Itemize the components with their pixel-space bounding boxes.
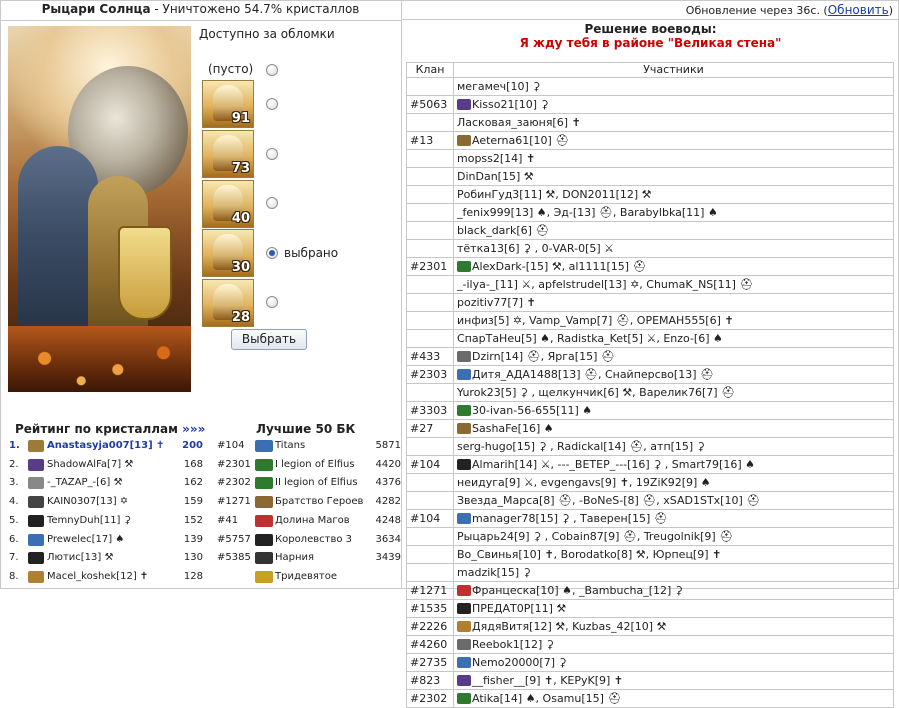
player-crystals: 159 [183,496,203,508]
participant-members[interactable] [454,438,894,456]
member-list[interactable]: DinDan[15] ⚒ [457,170,534,183]
player-crystals: 128 [183,570,203,582]
participant-members[interactable] [454,186,894,204]
unit-card-count: 28 [231,310,250,325]
member-list[interactable]: тётка13[6] ⚳ , 0-VAR-0[5] ⚔ [457,242,615,255]
player-avatar-icon [28,571,44,583]
participants-row [407,132,894,150]
participant-members[interactable] [454,78,894,96]
participant-members[interactable] [454,672,894,690]
clan-emblem-icon [457,603,471,614]
unit-card-2[interactable] [202,130,254,178]
player-avatar-icon [28,534,44,546]
clan-name[interactable]: Долина Магов [275,514,350,526]
rating-row [9,474,399,492]
choose-button[interactable]: Выбрать [231,329,307,350]
available-title: Доступно за обломки [199,27,335,41]
participant-clan[interactable]: #823 [407,672,454,690]
clan-crystals: 3439 [375,552,401,564]
member-list[interactable]: Рыцарь24[9] ⚳ , Cobain87[9] ⛑, Treugolnik[9] ⛑ [457,530,734,543]
crystal-rating-title [15,422,205,436]
member-list[interactable]: Nemo20000[7] ⚳ [472,656,567,669]
participant-clan [407,78,454,96]
participant-members[interactable] [454,312,894,330]
member-list[interactable]: Reebok1[12] ⚳ [472,638,554,651]
participant-clan[interactable]: #13 [407,132,454,150]
clan-emblem-icon [255,552,273,564]
participant-clan [407,330,454,348]
player-crystals: 139 [183,533,203,545]
clan-name[interactable]: Королевство 3 [275,533,352,545]
participant-clan[interactable]: #5063 [407,96,454,114]
clan-emblem-icon [255,534,273,546]
member-list[interactable]: РобинГуд3[11] ⚒, DON2011[12] ⚒ [457,188,652,201]
participants-row [407,672,894,690]
participants-row [407,258,894,276]
participants-row [407,312,894,330]
participant-clan [407,312,454,330]
rating-row [9,549,399,567]
clan-emblem-icon [457,675,471,686]
participant-clan [407,276,454,294]
participants-row [407,600,894,618]
participant-members[interactable] [454,132,894,150]
decision-text: Я жду тебя в районе "Великая стена" [519,36,782,50]
empty-option-label: (пусто) [208,62,254,76]
participants-row [407,114,894,132]
member-list[interactable]: AlexDark-[15] ⚒, al1111[15] ⛑ [472,260,647,273]
member-list[interactable]: __fisher__[9] ✝, KEPyK[9] ✝ [472,674,624,687]
selected-label: выбрано [284,246,339,260]
member-list[interactable]: ДядяВитя[12] ⚒, Kuzbas_42[10] ⚒ [472,620,667,633]
participant-members[interactable] [454,276,894,294]
page-title [0,0,401,21]
rating-rank: 7. [9,552,19,564]
unit-card-5[interactable] [202,279,254,327]
participant-members[interactable] [454,366,894,384]
participant-clan [407,294,454,312]
participant-members[interactable] [454,402,894,420]
unit-card-1[interactable] [202,80,254,128]
clan-id[interactable]: #104 [217,440,245,451]
faction-name: Рыцари Солнца [41,2,151,16]
participant-clan[interactable]: #2303 [407,366,454,384]
member-list[interactable]: pozitiv77[7] ✝ [457,296,536,309]
participant-clan [407,186,454,204]
member-list[interactable]: неидуга[9] ⚔, evgengavs[9] ✝, 19ZiK92[9] ♠ [457,476,711,489]
participant-clan[interactable]: #2226 [407,618,454,636]
faction-artwork [8,26,191,392]
member-list[interactable]: black_dark[6] ⛑ [457,224,550,237]
clan-crystals: 4282 [375,496,401,508]
rating-rank: 1. [9,440,20,451]
clan-name[interactable]: II legion of Elfius [275,477,358,489]
rating-rank: 8. [9,570,19,582]
participant-clan [407,240,454,258]
participant-members[interactable] [454,456,894,474]
player-name[interactable]: Macel_koshek[12] ✝ [47,570,149,582]
player-avatar-icon [28,552,44,564]
clan-emblem-icon [457,423,471,434]
member-list[interactable]: Францеска[10] ♠, _Bambucha_[12] ⚳ [472,584,683,597]
participant-clan [407,438,454,456]
member-list[interactable]: Kisso21[10] ⚳ [472,98,549,111]
member-list[interactable]: _fenix999[13] ♠, Эд-[13] ⛑, Barabylbka[11] ♠ [457,206,718,219]
clan-id[interactable]: #2301 [217,458,251,470]
participant-members[interactable] [454,528,894,546]
rating-rank: 2. [9,458,19,470]
participant-members[interactable] [454,204,894,222]
participant-clan [407,528,454,546]
participant-members[interactable] [454,690,894,708]
column-clan: Клан [407,63,454,78]
participant-members[interactable] [454,636,894,654]
clan-emblem-icon [457,99,471,110]
clan-name[interactable]: Нарния [275,552,315,564]
participant-clan[interactable]: #27 [407,420,454,438]
member-list[interactable]: _-ilya-_[11] ⚔, apfelstrudel[13] ✡, ChumaK_NS[11] ⛑ [457,278,754,291]
refresh-bar: Обновление через 36с. (Обновить) [402,0,899,20]
participants-row [407,78,894,96]
member-list[interactable]: serg-hugo[15] ⚳ , Radickal[14] ⛑, атп[15] ⚳ [457,440,705,453]
participant-clan [407,492,454,510]
participant-clan [407,114,454,132]
participants-row [407,690,894,708]
clan-id[interactable]: #1271 [217,496,251,508]
unit-card-4[interactable] [202,229,254,277]
participants-table [406,62,894,708]
player-crystals: 200 [182,440,203,451]
participant-members[interactable] [454,618,894,636]
player-crystals: 162 [183,477,203,489]
column-members: Участники [454,63,894,78]
clan-emblem-icon [457,585,471,596]
rating-rank: 6. [9,533,19,545]
autumn-leaves [8,336,191,392]
clan-crystals: 3634 [375,533,401,545]
participant-clan [407,474,454,492]
member-list[interactable]: Almarih[14] ⚔, ---_BETEP_---[16] ⚳ , Smart79[16] ♠ [472,458,755,471]
rating-more-link[interactable]: »»» [182,422,206,436]
clan-crystals: 4376 [375,477,401,489]
rating-row [9,437,399,455]
member-list[interactable]: SashaFe[16] ♠ [472,422,554,435]
best-clans-title: Лучшие 50 БК [256,422,356,436]
participant-members[interactable] [454,348,894,366]
participants-row [407,456,894,474]
clan-id[interactable]: #5385 [217,552,251,564]
player-avatar-icon [28,496,44,508]
participant-clan[interactable]: #2301 [407,258,454,276]
rating-row [9,493,399,511]
participant-members[interactable] [454,150,894,168]
player-crystals: 168 [183,458,203,470]
participants-row [407,492,894,510]
member-list[interactable]: Aeterna61[10] ⛑ [472,134,570,147]
member-list[interactable]: ПРЕДАТ0Р[11] ⚒ [472,602,567,615]
player-name[interactable]: Prewelec[17] ♠ [47,533,125,545]
member-list[interactable]: Yurok23[5] ⚳ , щелкунчик[6] ⚒, Варелик76[7] ⛑ [457,386,736,399]
participant-members[interactable] [454,582,894,600]
participants-row [407,222,894,240]
shield-figure [118,226,172,320]
player-avatar-icon [28,515,44,527]
participants-row [407,366,894,384]
column-divider [401,0,402,589]
participant-members[interactable] [454,510,894,528]
radio-unit-3[interactable] [266,197,278,209]
clan-emblem-icon [457,459,471,470]
clan-emblem-icon [457,351,471,362]
clan-emblem-icon [255,515,273,527]
player-crystals: 152 [183,514,203,526]
member-list[interactable]: Дитя_АДА1488[13] ⛑, Снайперсво[13] ⛑ [472,368,714,381]
unit-card-count: 73 [231,161,250,176]
clan-name[interactable]: Тридевятое [275,570,338,582]
participant-members[interactable] [454,564,894,582]
unit-card-count: 40 [231,211,250,226]
participant-clan [407,564,454,582]
player-name[interactable]: ShadowAlFa[7] ⚒ [47,458,134,470]
clan-emblem-icon [457,657,471,668]
participants-row [407,168,894,186]
participant-members[interactable] [454,384,894,402]
participant-clan [407,222,454,240]
participants-row [407,618,894,636]
radio-unit-5[interactable] [266,296,278,308]
participant-clan[interactable]: #104 [407,510,454,528]
member-list[interactable]: mopss2[14] ✝ [457,152,536,165]
player-avatar-icon [28,440,44,452]
participants-row [407,186,894,204]
participant-clan[interactable]: #4260 [407,636,454,654]
clan-emblem-icon [457,513,471,524]
participant-members[interactable] [454,294,894,312]
clan-name[interactable]: Titans [275,440,306,451]
participant-members[interactable] [454,474,894,492]
unit-card-count: 30 [231,260,250,275]
participants-row [407,528,894,546]
player-name[interactable]: Лютис[13] ⚒ [47,552,114,564]
participant-clan [407,384,454,402]
radio-unit-4[interactable] [266,247,278,259]
clan-emblem-icon [457,693,471,704]
clan-name[interactable]: Братство Героев [275,496,364,508]
radio-unit-2[interactable] [266,148,278,160]
rating-rank: 3. [9,477,19,489]
member-list[interactable]: Atika[14] ♠, Osamu[15] ⛑ [472,692,622,705]
participants-row [407,150,894,168]
radio-unit-1[interactable] [266,98,278,110]
player-avatar-icon [28,477,44,489]
clan-emblem-icon [255,440,273,452]
participant-clan[interactable]: #3303 [407,402,454,420]
participants-row [407,654,894,672]
rating-row [9,568,399,586]
unit-card-3[interactable] [202,180,254,228]
participants-row [407,204,894,222]
player-crystals: 130 [183,552,203,564]
participants-row [407,420,894,438]
participant-members[interactable] [454,600,894,618]
participant-clan[interactable]: #1535 [407,600,454,618]
participants-row [407,402,894,420]
participant-members[interactable] [454,330,894,348]
destroyed-status: - Уничтожено 54.7% кристаллов [150,2,360,16]
member-list[interactable]: Dzirn[14] ⛑, Ярга[15] ⛑ [472,350,615,363]
participant-clan [407,150,454,168]
clan-id[interactable]: #5757 [217,533,251,545]
participant-clan [407,168,454,186]
crystal-rating-label: Рейтинг по кристаллам [15,422,178,436]
participant-members[interactable] [454,96,894,114]
participants-row [407,330,894,348]
player-name[interactable]: Anastasyja007[13] ✝ [47,440,165,451]
member-list[interactable]: Ласковая_заюня[6] ✝ [457,116,581,129]
refresh-link[interactable]: Обновить [827,3,889,17]
participants-row [407,294,894,312]
player-name[interactable]: KAIN0307[13] ✡ [47,496,129,508]
rating-row [9,512,399,530]
radio-empty[interactable] [266,64,278,76]
participant-members[interactable] [454,654,894,672]
member-list[interactable]: СпарТаНеu[5] ♠, Radistka_Ket[5] ⚔, Enzo-[6] ♠ [457,332,723,345]
member-list[interactable]: 30-ivan-56-655[11] ♠ [472,404,593,417]
clan-crystals: 4420 [375,458,401,470]
clan-emblem-icon [457,369,471,380]
participant-clan[interactable]: #104 [407,456,454,474]
clan-emblem-icon [255,477,273,489]
participant-members[interactable] [454,420,894,438]
clan-emblem-icon [457,621,471,632]
participant-members[interactable] [454,240,894,258]
participant-members[interactable] [454,114,894,132]
member-list[interactable]: Звезда_Марса[8] ⛑, -BoNeS-[8] ⛑, xSAD1STx[10] ⛑ [457,494,761,507]
unit-card-count: 91 [231,111,250,126]
refresh-timer: Обновление через 36с. [685,4,820,17]
member-list[interactable]: manager78[15] ⚳ , Таверен[15] ⛑ [472,512,668,525]
participants-row [407,474,894,492]
participants-row [407,546,894,564]
participant-clan [407,546,454,564]
participants-row [407,348,894,366]
participant-members[interactable] [454,168,894,186]
participants-row [407,96,894,114]
participants-row [407,564,894,582]
player-name[interactable]: -_TAZAP_-[6] ⚒ [47,477,123,489]
rating-rank: 4. [9,496,19,508]
clan-emblem-icon [255,571,273,583]
participant-members[interactable] [454,492,894,510]
participants-row [407,582,894,600]
rating-row [9,456,399,474]
member-list[interactable]: мегамеч[10] ⚳ [457,80,541,93]
participants-row [407,438,894,456]
clan-id[interactable]: #41 [217,514,239,526]
clan-id[interactable]: #2302 [217,477,251,489]
participants-row [407,240,894,258]
participants-row [407,384,894,402]
clan-name[interactable]: I legion of Elfius [275,458,355,470]
clan-crystals: 4248 [375,514,401,526]
clan-crystals: 5871 [375,440,401,451]
decision-title: Решение воеводы: [584,22,717,36]
clan-emblem-icon [457,405,471,416]
participants-row [407,276,894,294]
participant-members[interactable] [454,546,894,564]
rating-rank: 5. [9,514,19,526]
clan-emblem-icon [457,135,471,146]
participants-row [407,636,894,654]
clan-emblem-icon [255,496,273,508]
rating-row [9,531,399,549]
participants-row [407,510,894,528]
player-name[interactable]: TemnyDuh[11] ⚳ [47,514,131,526]
player-avatar-icon [28,459,44,471]
clan-emblem-icon [255,459,273,471]
member-list[interactable]: Во_Свинья[10] ✝, Borodatko[8] ⚒, Юрпец[9] ✝ [457,548,722,561]
participant-members[interactable] [454,222,894,240]
participant-clan[interactable]: #2302 [407,690,454,708]
participant-members[interactable] [454,258,894,276]
clan-emblem-icon [457,261,471,272]
participant-clan[interactable]: #2735 [407,654,454,672]
member-list[interactable]: madzik[15] ⚳ [457,566,531,579]
participant-clan[interactable]: #433 [407,348,454,366]
clan-emblem-icon [457,639,471,650]
member-list[interactable]: инфиз[5] ✡, Vamp_Vamp[7] ⛑, OPEMAH555[6] ✝ [457,314,734,327]
participant-clan [407,204,454,222]
participant-clan[interactable]: #1271 [407,582,454,600]
